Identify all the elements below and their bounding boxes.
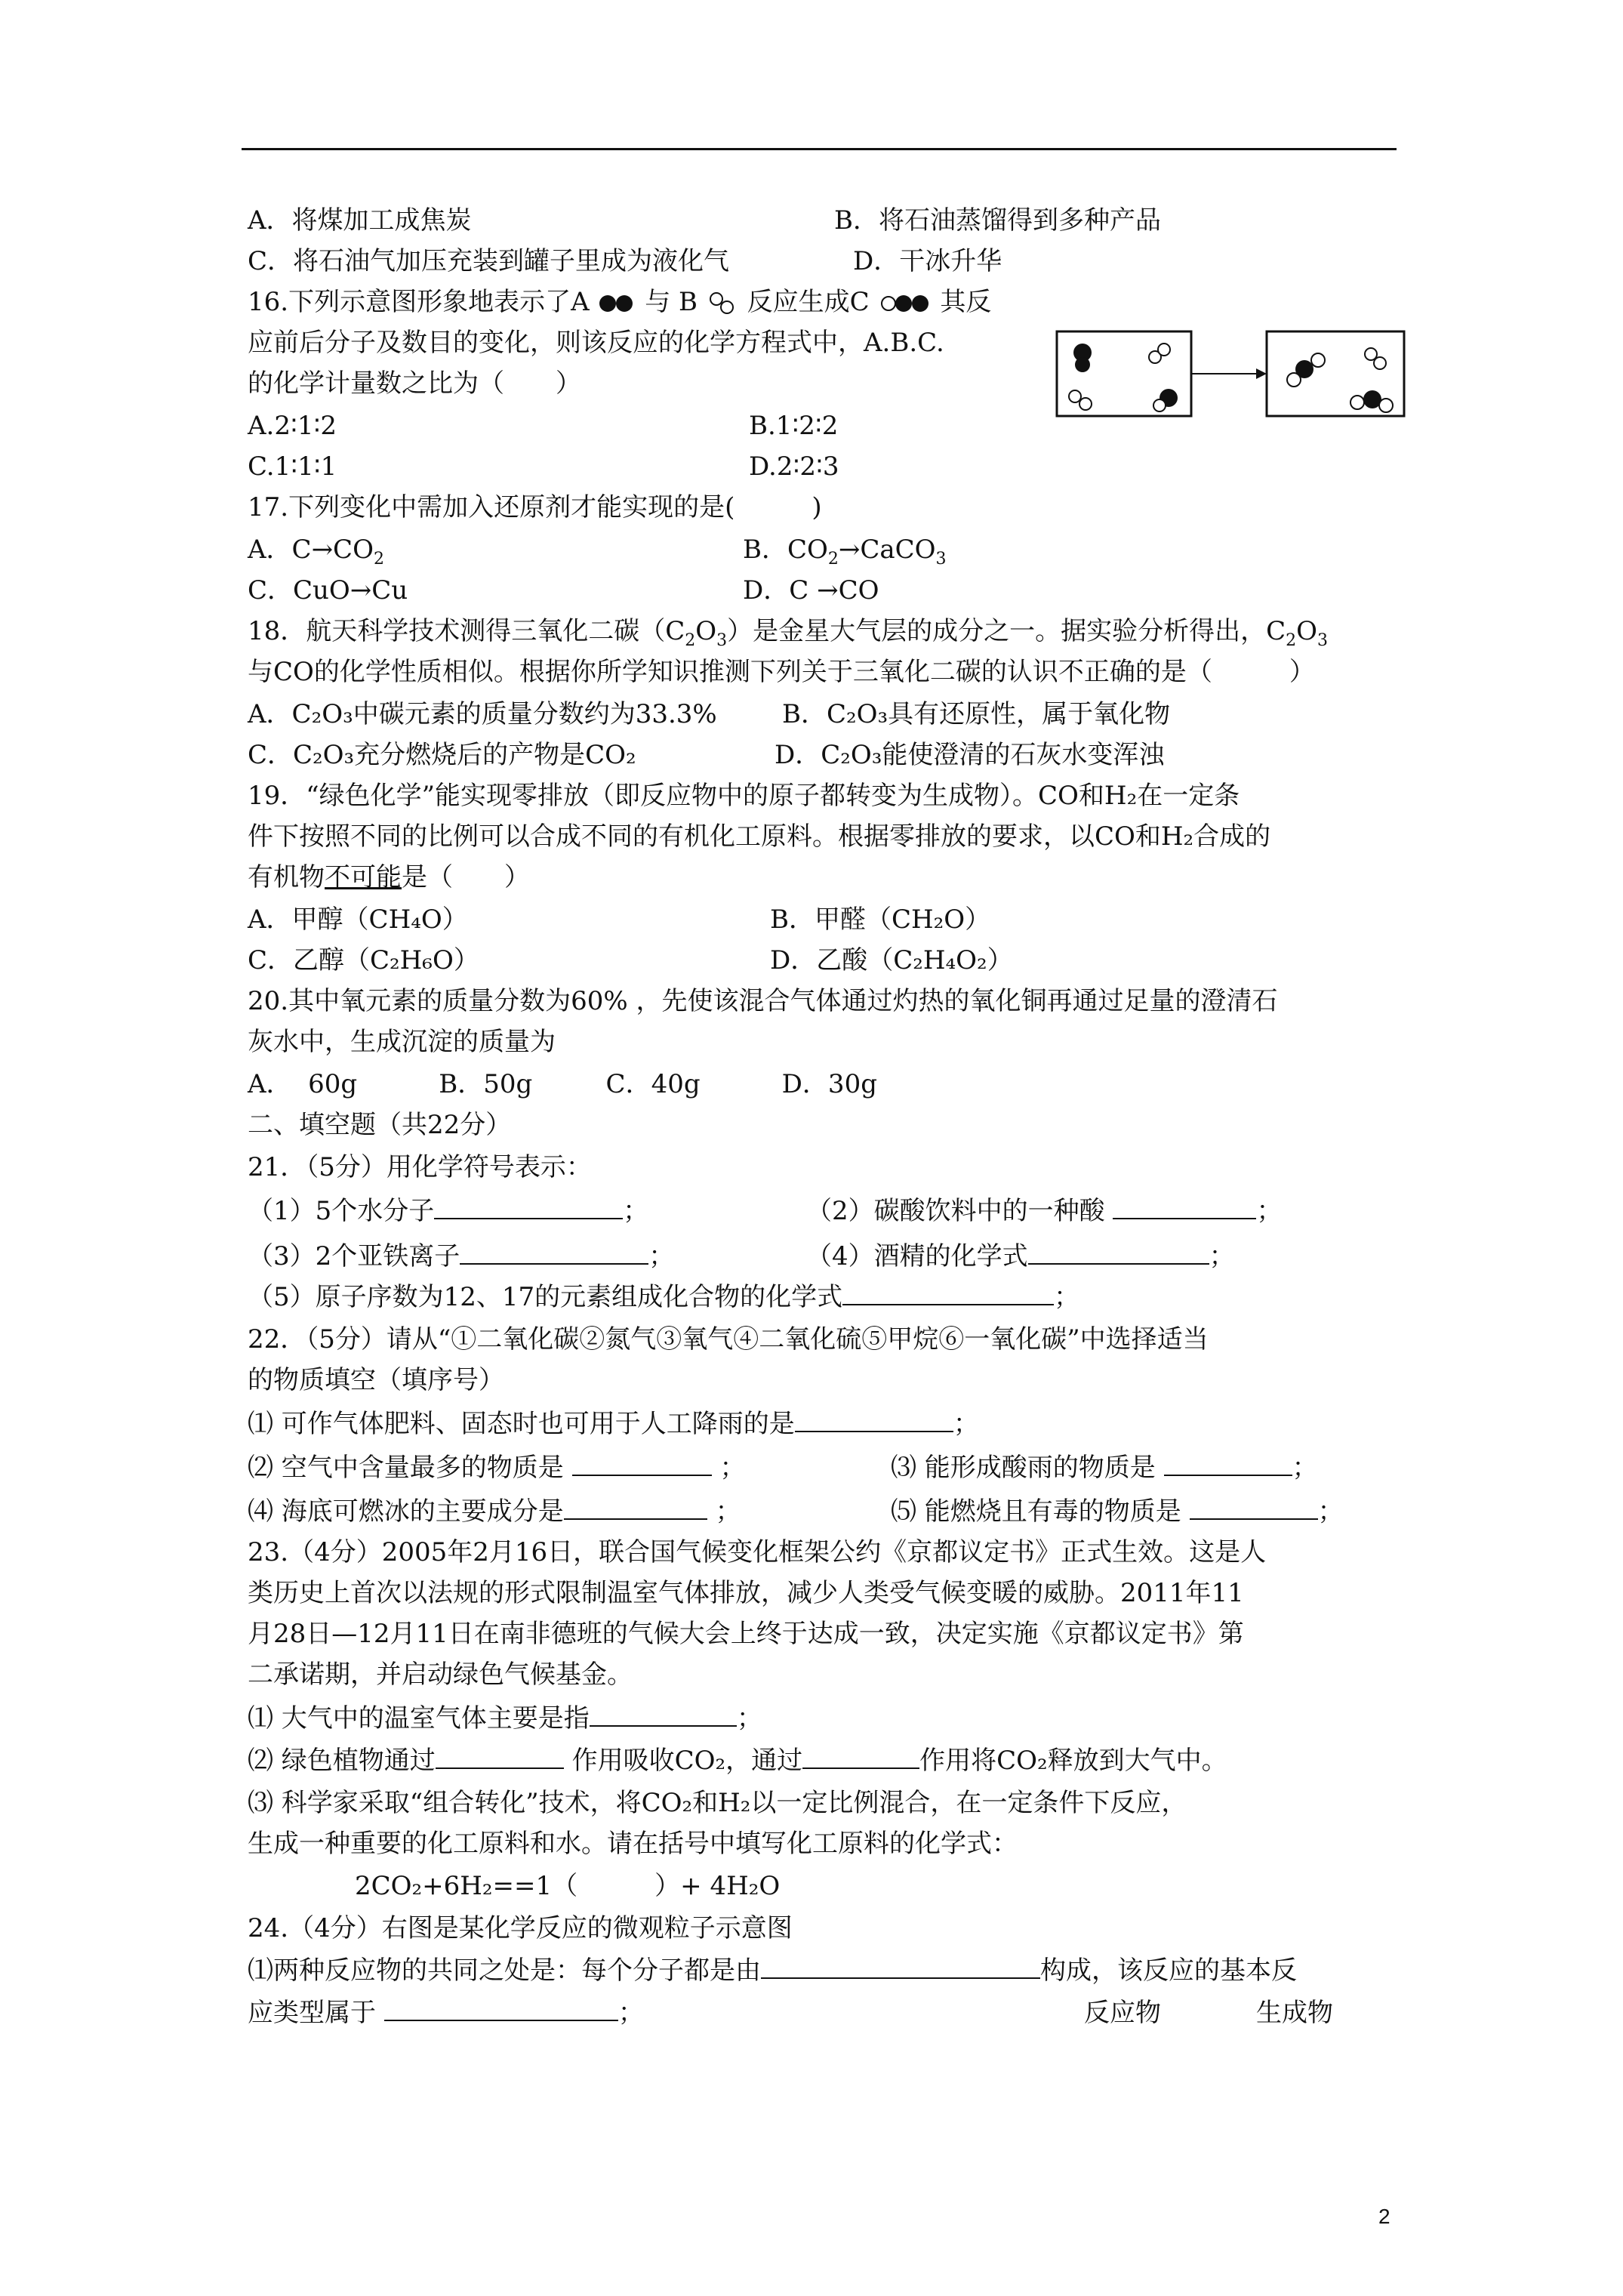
q17-option-a xyxy=(248,533,384,576)
q19-l3-text-1: 有机物 xyxy=(248,862,325,892)
q16-text-1: 16.下列示意图形象地表示了A xyxy=(248,287,590,317)
product-label: 生成物 xyxy=(1256,1998,1333,2028)
q23-i1-semi: ； xyxy=(736,1703,762,1734)
q16-option-b: B.1∶2∶2 xyxy=(749,411,839,441)
q19-option-a: A．甲醇（CH₄O） xyxy=(248,905,468,935)
q22-i5-text: ⑸ 能燃烧且有毒的物质是 xyxy=(891,1496,1181,1527)
q21-i2-semi: ； xyxy=(1256,1196,1283,1226)
q17-option-d: D．C →CO xyxy=(743,575,879,606)
q15-option-b: B．将石油蒸馏得到多种产品 xyxy=(834,205,1161,236)
q24-item-1-line1 xyxy=(248,1954,1297,1987)
q24-i1-text-1: ⑴两种反应物的共同之处是：每个分子都是由 xyxy=(248,1955,761,1986)
q23-item-3-line1: ⑶ 科学家采取“组合转化”技术，将CO₂和H₂以一定比例混合，在一定条件下反应， xyxy=(248,1788,1187,1818)
q21-item-3 xyxy=(248,1240,674,1273)
q23-item-2 xyxy=(248,1744,1227,1777)
answer-blank[interactable] xyxy=(436,1745,564,1769)
molecule-a-left xyxy=(1073,344,1092,372)
section-2-heading: 二、填空题（共22分） xyxy=(248,1110,512,1140)
q22-i4-semi: ； xyxy=(715,1496,741,1527)
q22-item-5 xyxy=(891,1495,1344,1528)
q19-l3-emphasis: 不可能 xyxy=(325,862,402,892)
q18-option-d: D．C₂O₃能使澄清的石灰水变浑浊 xyxy=(775,740,1165,770)
q21-i1-text: （1）5个水分子 xyxy=(248,1196,435,1226)
q18-sub-2a: 2 xyxy=(685,630,696,650)
q18-l1-text-4: O xyxy=(1296,616,1318,646)
q16-option-d: D.2∶2∶3 xyxy=(749,451,839,482)
q22-i2-semi: ； xyxy=(719,1453,746,1483)
q17-a-text: A．C→CO xyxy=(248,535,374,565)
q17-b-text-2: →CaCO xyxy=(838,535,936,565)
q21-item-1 xyxy=(248,1194,648,1228)
q22-item-3 xyxy=(891,1451,1318,1484)
q18-sub-2b: 2 xyxy=(1286,630,1297,650)
q21-i3-text: （3）2个亚铁离子 xyxy=(248,1241,460,1271)
molecule-b-icon xyxy=(706,291,739,316)
q17-a-sub: 2 xyxy=(373,549,384,569)
q24-stem: 24.（4分）右图是某化学反应的微观粒子示意图 xyxy=(248,1913,793,1943)
q23-item-1 xyxy=(248,1702,762,1735)
q22-i2-text: ⑵ 空气中含量最多的物质是 xyxy=(248,1453,564,1483)
q24-i1-semi: ； xyxy=(617,1998,644,2028)
q18-option-c: C．C₂O₃充分燃烧后的产物是CO₂ xyxy=(248,740,636,770)
q17-b-sub: 2 xyxy=(827,549,839,569)
q15-option-d: D．干冰升华 xyxy=(853,246,1002,276)
q17-stem: 17.下列变化中需加入还原剂才能实现的是( ) xyxy=(248,492,822,522)
q16-stem-line2: 应前后分子及数目的变化，则该反应的化学方程式中，A.B.C. xyxy=(248,328,944,358)
q22-item-2 xyxy=(248,1451,745,1484)
q15-option-c: C．将石油气加压充装到罐子里成为液化气 xyxy=(248,246,730,276)
q21-i5-text: （5）原子序数为12、17的元素组成化合物的化学式 xyxy=(248,1282,843,1312)
q18-option-b: B．C₂O₃具有还原性，属于氧化物 xyxy=(782,699,1171,729)
q23-i2-text-2: 作用吸收CO₂，通过 xyxy=(571,1746,803,1776)
q21-item-4 xyxy=(806,1240,1235,1273)
q18-l1-text-1: 18．航天科学技术测得三氧化二碳（C xyxy=(248,616,685,646)
answer-blank[interactable] xyxy=(590,1703,737,1727)
q18-sub-3b: 3 xyxy=(1317,630,1329,650)
q20-options: A． 60g B．50g C．40g D．30g xyxy=(248,1069,877,1099)
q19-option-d: D．乙酸（C₂H₄O₂） xyxy=(770,945,1013,975)
answer-blank[interactable] xyxy=(564,1496,707,1520)
q17-option-b xyxy=(743,533,947,576)
q18-l1-text-2: O xyxy=(695,616,717,646)
answer-blank[interactable] xyxy=(795,1408,953,1432)
reactant-label: 反应物 xyxy=(1084,1998,1161,2028)
q21-item-2 xyxy=(806,1194,1282,1228)
q19-stem-line1: 19．“绿色化学”能实现零排放（即反应物中的原子都转变为生成物）。CO和H₂在一定条 xyxy=(248,781,1240,811)
q23-i2-text-3: 作用将CO₂释放到大气中。 xyxy=(919,1746,1227,1776)
answer-blank[interactable] xyxy=(761,1955,1040,1979)
q23-stem-line3: 月28日—12月11日在南非德班的气候大会上终于达成一致，决定实施《京都议定书》第 xyxy=(248,1619,1244,1649)
q16-option-a: A.2∶1∶2 xyxy=(248,411,337,441)
q18-stem-line1 xyxy=(248,615,1328,658)
q20-stem-line1: 20.其中氧元素的质量分数为60% ，先使该混合气体通过灼热的氧化铜再通过足量的澄清石 xyxy=(248,986,1278,1016)
q23-stem-line2: 类历史上首次以法规的形式限制温室气体排放，减少人类受气候变暖的威胁。2011年11 xyxy=(248,1578,1244,1608)
q23-stem-line4: 二承诺期，并启动绿色气候基金。 xyxy=(248,1660,633,1690)
q16-stem-line3: 的化学计量数之比为（ ） xyxy=(248,368,581,399)
q18-sub-3a: 3 xyxy=(716,630,728,650)
q19-l3-text-2: 是（ ） xyxy=(402,862,530,892)
q24-i1-text-2: 构成，该反应的基本反 xyxy=(1040,1955,1297,1986)
q18-stem-line2: 与CO的化学性质相似。根据你所学知识推测下列关于三氧化二碳的认识不正确的是（ ） xyxy=(248,657,1315,687)
q21-stem: 21．（5分）用化学符号表示： xyxy=(248,1152,592,1182)
q21-i1-semi: ； xyxy=(623,1196,649,1226)
q16-text-3: 反应生成C xyxy=(747,287,870,317)
answer-blank[interactable] xyxy=(384,1997,618,2021)
q21-i5-semi: ； xyxy=(1054,1282,1080,1312)
q19-stem-line3 xyxy=(248,861,530,894)
q19-stem-line2: 件下按照不同的比例可以合成不同的有机化工原料。根据零排放的要求，以CO和H₂合成的 xyxy=(248,821,1271,852)
q17-option-c: C．CuO→Cu xyxy=(248,575,408,606)
q23-equation: 2CO₂+6H₂==1（ ）+ 4H₂O xyxy=(355,1871,781,1901)
q22-item-1 xyxy=(248,1407,979,1441)
q21-i4-text: （4）酒精的化学式 xyxy=(806,1241,1028,1271)
answer-blank[interactable] xyxy=(460,1240,648,1265)
answer-blank[interactable] xyxy=(842,1281,1054,1305)
q21-i2-text: （2）碳酸饮料中的一种酸 xyxy=(806,1196,1105,1226)
header-rule xyxy=(242,148,1397,150)
answer-blank[interactable] xyxy=(1113,1195,1256,1219)
q17-b-sub-2: 3 xyxy=(935,549,947,569)
q24-i1-text-3: 应类型属于 xyxy=(248,1998,376,2028)
q16-option-c: C.1∶1∶1 xyxy=(248,451,337,482)
answer-blank[interactable] xyxy=(434,1195,623,1219)
answer-blank[interactable] xyxy=(572,1452,712,1476)
q22-i3-semi: ； xyxy=(1292,1453,1318,1483)
q17-b-text: B．CO xyxy=(743,535,828,565)
reaction-diagram xyxy=(1055,330,1407,425)
q22-stem-line2: 的物质填空（填序号） xyxy=(248,1365,504,1395)
q21-i3-semi: ； xyxy=(648,1241,675,1271)
q22-item-4 xyxy=(248,1495,741,1528)
q18-l1-text-3: ）是金星大气层的成分之一。据实验分析得出，C xyxy=(727,616,1286,646)
molecule-a-icon xyxy=(597,292,636,315)
q22-i1-text: ⑴ 可作气体肥料、固态时也可用于人工降雨的是 xyxy=(248,1409,795,1439)
q23-item-3-line2: 生成一种重要的化工原料和水。请在括号中填写化工原料的化学式： xyxy=(248,1829,1018,1859)
q22-i5-semi: ； xyxy=(1317,1496,1344,1527)
answer-blank[interactable] xyxy=(802,1745,919,1769)
q23-stem-line1: 23.（4分）2005年2月16日，联合国气候变化框架公约《京都议定书》正式生效。这是人 xyxy=(248,1537,1267,1567)
q16-text-4: 其反 xyxy=(940,287,992,317)
q23-i2-text-1: ⑵ 绿色植物通过 xyxy=(248,1746,436,1776)
q19-option-b: B．甲醛（CH₂O） xyxy=(770,905,991,935)
q22-stem-line1: 22．（5分）请从“①二氧化碳②氮气③氧气④二氧化硫⑤甲烷⑥一氧化碳”中选择适当 xyxy=(248,1324,1209,1354)
q22-i3-text: ⑶ 能形成酸雨的物质是 xyxy=(891,1453,1156,1483)
q21-item-5 xyxy=(248,1281,1079,1314)
q18-option-a: A．C₂O₃中碳元素的质量分数约为33.3% xyxy=(248,699,717,729)
reaction-arrow-head xyxy=(1256,368,1267,379)
q22-i1-semi: ； xyxy=(953,1409,979,1439)
answer-blank[interactable] xyxy=(1190,1496,1318,1520)
q16-stem-line1 xyxy=(248,285,991,319)
q22-i4-text: ⑷ 海底可燃冰的主要成分是 xyxy=(248,1496,564,1527)
molecule-c-icon xyxy=(878,292,932,315)
q23-i1-text: ⑴ 大气中的温室气体主要是指 xyxy=(248,1703,590,1734)
answer-blank[interactable] xyxy=(1164,1452,1292,1476)
q15-option-a: A．将煤加工成焦炭 xyxy=(248,205,472,236)
q24-item-1-line2 xyxy=(248,1996,644,2029)
q21-i4-semi: ； xyxy=(1209,1241,1235,1271)
answer-blank[interactable] xyxy=(1028,1240,1209,1265)
page-number: 2 xyxy=(1378,2205,1390,2228)
q19-option-c: C．乙醇（C₂H₆O） xyxy=(248,945,479,975)
q16-text-2: 与 B xyxy=(645,287,698,317)
q20-stem-line2: 灰水中，生成沉淀的质量为 xyxy=(248,1027,556,1057)
